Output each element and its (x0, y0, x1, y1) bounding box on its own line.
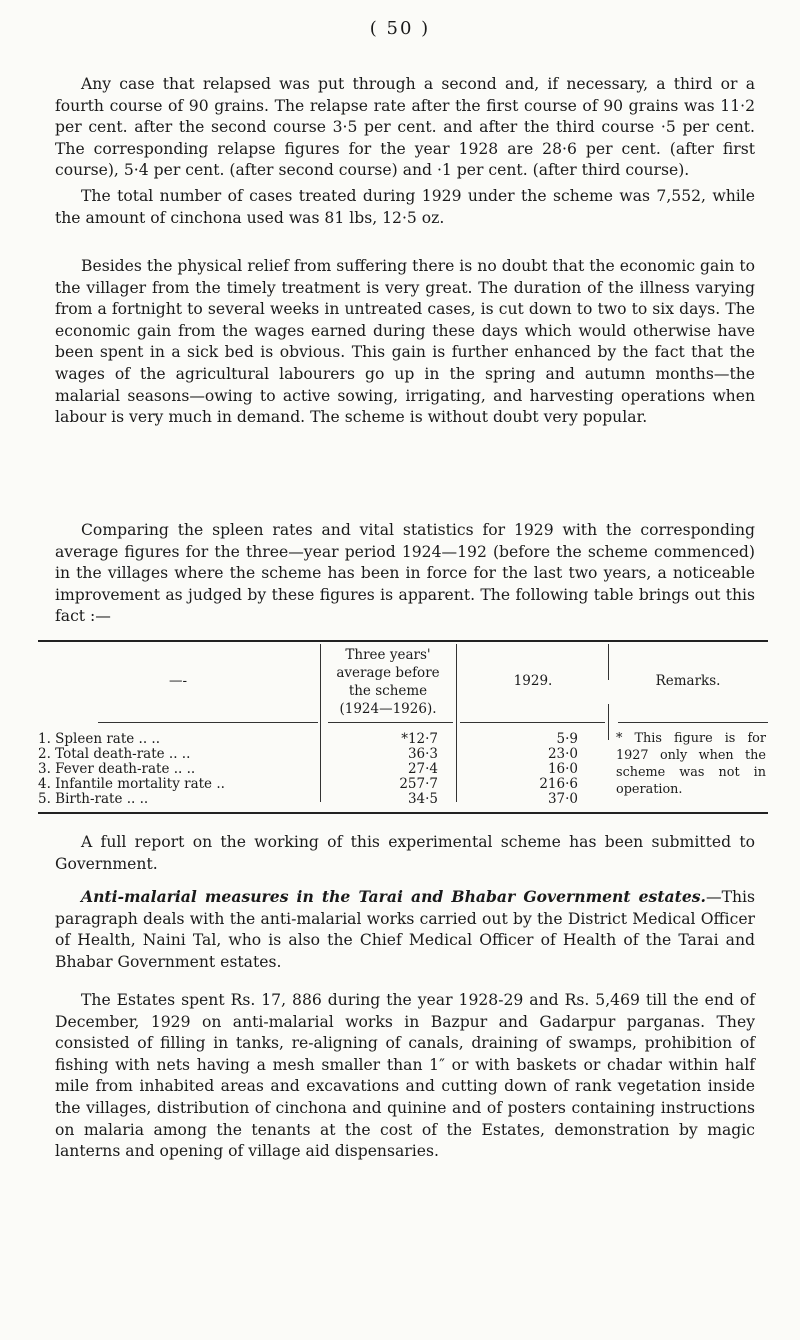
paragraph-total-cases: The total number of cases treated during 1929 under the scheme was 7,552, while the amount of cinchona used was 81 lbs, 12·5 oz. (55, 187, 755, 227)
section-anti-malarial (55, 886, 755, 973)
paragraph-report: A full report on the working of this experimental scheme has been submitted to Government. (55, 833, 755, 873)
paragraph-estates-spending: The Estates spent Rs. 17, 886 during the year 1928-29 and Rs. 5,469 till the end of December, 1929 on anti-malarial works in Bazpur and Gadarpur parganas. They consisted of filling in tanks, re-aligning of canals, draining of swamps, prohibition of fishing with nets having a mesh smaller than 1″ or with baskets or chadar within half mile from inhabited areas and excavations and cutting down of rank vegetation inside the villages, distribution of cinchona and quinine and of posters containing instructions on malaria among the tenants at the cost of the Estates, demonstration by magic lanterns and opening of village aid dispensaries. (55, 991, 755, 1161)
row-label: 1. Spleen rate .. .. (38, 731, 161, 747)
section-heading: Anti-malarial measures in the Tarai and Bhabar Government estates. (81, 887, 706, 906)
row-label: 2. Total death-rate .. .. (38, 746, 191, 762)
row-avg: 257·7 (399, 776, 438, 792)
section-text: —This paragraph deals with the anti-malarial works carried out by the District Medical Officer of Health, Naini Tal, who is also the Chief Medical Officer of Health of the Tarai and Bhabar Government estates. (55, 888, 755, 971)
table-remark: * This figure is for 1927 only when the scheme was not in operation. (616, 731, 766, 797)
row-avg: 27·4 (407, 761, 438, 777)
header-1929: 1929. (513, 673, 553, 689)
row-avg: 36·3 (407, 746, 438, 762)
statistics-table (38, 640, 768, 807)
row-label: 4. Infantile mortality rate .. (38, 776, 225, 792)
row-avg: 34·5 (407, 791, 438, 807)
row-1929: 16·0 (547, 761, 578, 777)
row-1929: 37·0 (547, 791, 578, 807)
paragraph-comparison: Comparing the spleen rates and vital statistics for 1929 with the corresponding average figures for the three—year period 1924—192 (before the scheme commenced) in the villages where the scheme has been in force for the last two years, a noticeable improvement as judged by these figures is apparent. The following table brings out this fact :— (55, 521, 755, 626)
paragraph-relapse: Any case that relapsed was put through a second and, if necessary, a third or a fourth course of 90 grains. The relapse rate after the first course of 90 grains was 11·2 per cent. after the second course 3·5 per cent. and after the third course ·5 per cent. The corresponding relapse figures for the year 1928 are 28·6 per cent. (after first course), 5·4 per cent. (after second course) and ·1 per cent. (after third course). (55, 75, 755, 180)
paragraph-economic-gain: Besides the physical relief from suffering there is no doubt that the economic gain to the villager from the timely treatment is very great. The duration of the illness varying from a fortnight to several weeks in untreated cases, is cut down to two to six days. The economic gain from the wages earned during these days which would otherwise have been spent in a sick bed is obvious. This gain is further enhanced by the fact that the wages of the agricultural labourers go up in the spring and autumn months—the malarial seasons—owing to active sowing, irrigating, and harvesting operations when labour is very much in demand. The scheme is without doubt very popular. (55, 257, 755, 427)
page-number: ( 50 ) (369, 18, 431, 39)
header-remarks: Remarks. (655, 673, 721, 689)
header-average: Three years' average before the scheme (1924—1926). (336, 647, 440, 717)
row-avg: *12·7 (401, 731, 438, 747)
row-label: 3. Fever death-rate .. .. (38, 761, 196, 777)
row-1929: 216·6 (539, 776, 578, 792)
row-label: 5. Birth-rate .. .. (38, 791, 149, 807)
row-1929: 23·0 (547, 746, 578, 762)
header-blank: —- (168, 673, 188, 689)
row-1929: 5·9 (556, 731, 578, 747)
